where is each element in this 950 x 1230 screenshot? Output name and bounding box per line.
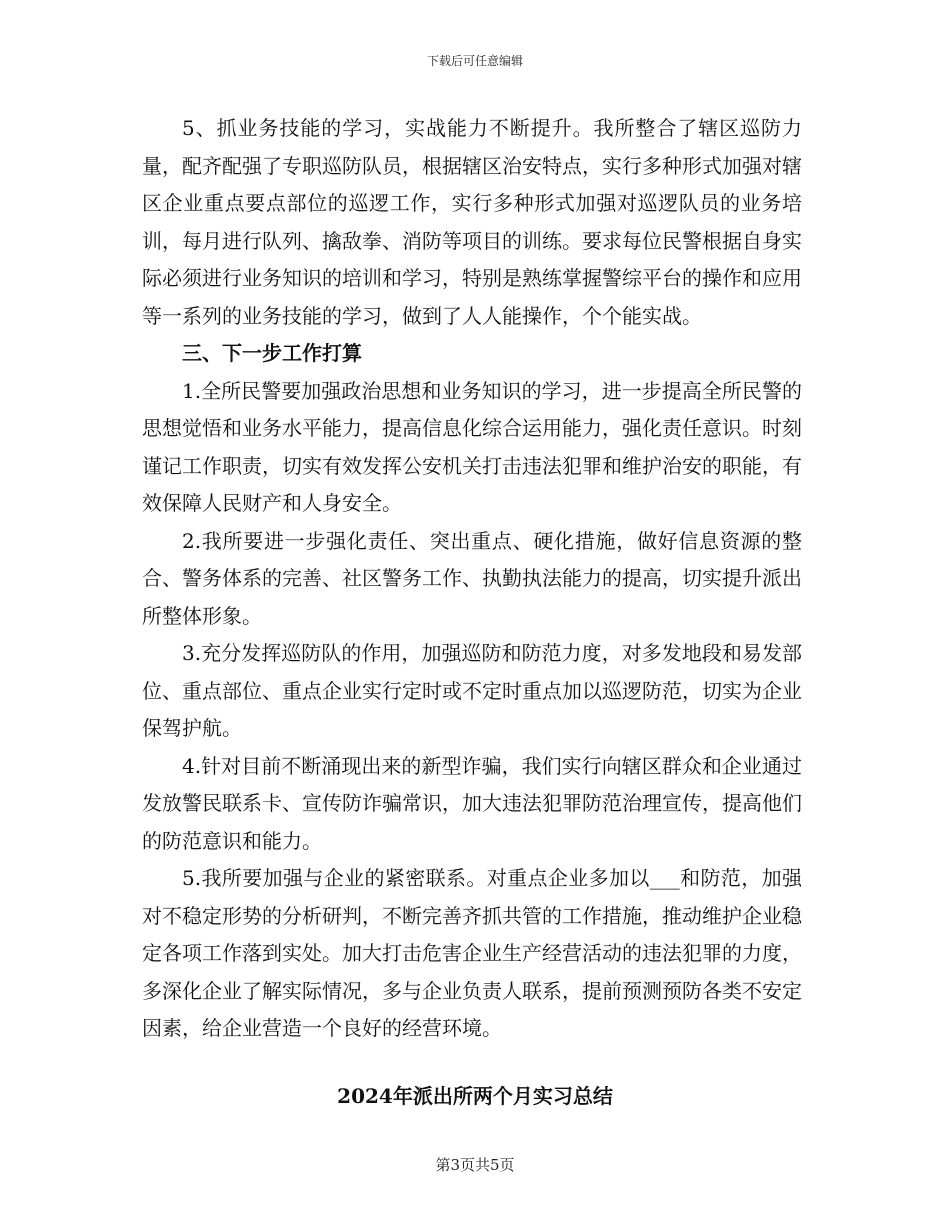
paragraph-item-1: 1.全所民警要加强政治思想和业务知识的学习，进一步提高全所民警的思想觉悟和业务水平能力，提高信息化综合运用能力，强化责任意识。时刻谨记工作职责，切实有效发挥公安机关打击违法犯罪和维护治安的职能，有效保障人民财产和人身安全。 [142, 378, 802, 515]
paragraph-item-2: 2.我所要进一步强化责任、突出重点、硬化措施，做好信息资源的整合、警务体系的完善、社区警务工作、执勤执法能力的提高，切实提升派出所整体形象。 [142, 528, 802, 628]
page-number-footer: 第3页共5页 [435, 1156, 515, 1174]
paragraph-item-3: 3.充分发挥巡防队的作用，加强巡防和防范力度，对多发地段和易发部位、重点部位、重点企业实行定时或不定时重点加以巡逻防范，切实为企业保驾护航。 [142, 641, 802, 740]
document-body [142, 110, 802, 1048]
paragraph-item-5: 5.我所要加强与企业的紧密联系。对重点企业多加以___和防范，加强对不稳定形势的分析研判，不断完善齐抓共管的工作措施，推动维护企业稳定各项工作落到实处。加大打击危害企业生产经营活动的违法犯罪的力度，多深化企业了解实际情况，多与企业负责人联系，提前预测预防各类不安定因素，给企业营造一个良好的经营环境。 [142, 866, 802, 1040]
section-heading-next-steps: 三、下一步工作打算 [182, 341, 362, 365]
page-header-note: 下载后可任意编辑 [426, 54, 523, 68]
paragraph-item-4: 4.针对目前不断涌现出来的新型诈骗，我们实行向辖区群众和企业通过发放警民联系卡、宣传防诈骗常识，加大违法犯罪防范治理宣传，提高他们的防范意识和能力。 [142, 753, 802, 853]
next-document-title: 2024年派出所两个月实习总结 [337, 1084, 613, 1108]
paragraph-skills-training: 5、抓业务技能的学习，实战能力不断提升。我所整合了辖区巡防力量，配齐配强了专职巡防队员，根据辖区治安特点，实行多种形式加强对辖区企业重点要点部位的巡逻工作，实行多种形式加强对巡逻队员的业务培训，每月进行队列、擒敌拳、消防等项目的训练。要求每位民警根据自身实际必须进行业务知识的培训和学习，特别是熟练掌握警综平台的操作和应用等一系列的业务技能的学习，做到了人人能操作，个个能实战。 [142, 116, 802, 328]
